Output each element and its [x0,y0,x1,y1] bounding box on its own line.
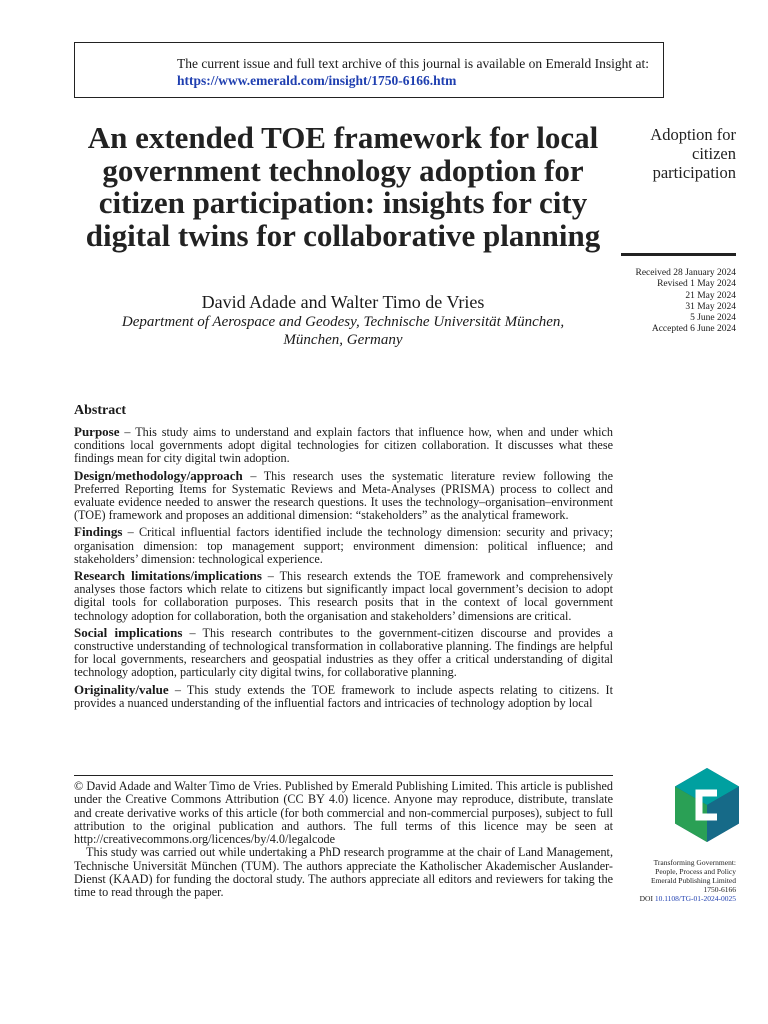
footnote-divider [74,775,613,776]
date-received: Received 28 January 2024 [635,268,736,278]
abstract-design: Design/methodology/approach – This research uses the systematic literature review following the Preferred Reporting Items for Systematic Reviews and Meta-Analyses (PRISMA) process to collect and evaluate evidence needed to answer the research questions. It uses the technology–organisation–environment (TOE) framework and proposes an additional dimension: “stakeholders” as the analytical framework. [74,467,614,523]
archive-notice-text: The current issue and full text archive of this journal is available on Emerald Insight at: [177,56,649,71]
doi-line [596,894,736,903]
abstract-section-text: This study extends the TOE framework to include aspects relating to citizens. It provides a nuanced understanding of the influential factors and intricacies of technology adoption by local [74,682,613,710]
acknowledgement-paragraph: This study was carried out while undertaking a PhD research programme at the chair of Land Management, Technische Universität München (TUM). The authors appreciate the Katholischer Akademischer Auslander-Dienst (KAAD) for funding the doctoral study. The authors appreciate all editors and reviewers for taking the time to read through the paper. [74,845,613,900]
journal-name-line-2: People, Process and Policy [655,867,736,876]
doi-label: DOI [639,894,653,903]
abstract-section-label: Research limitations/implications [74,568,262,584]
sidebar-divider [621,253,736,256]
abstract-findings: Findings – Critical influential factors identified include the technology dimension: security and privacy; organisation dimension: top management support; environment dimension: political influence; and stakeholders’ dimension: technological experience. [74,524,613,566]
abstract-limitations: Research limitations/implications – This research extends the TOE framework and comprehensively analyses those factors which relate to citizens but significantly impact local government’s decision to adopt digital tools for collaboration purposes. This research posits that in the context of local government technology adoption for collaboration, both the organisation and stakeholders’ dimensions are critical. [74,568,613,623]
date-revised: Revised 1 May 2024 [657,279,736,290]
journal-info [596,858,736,903]
affiliation-line-2: München, Germany [283,332,403,348]
archive-notice-box [74,42,664,98]
open-access-logo-icon [675,768,739,842]
abstract-section-text: This research contributes to the government-citizen discourse and provides a constructive understanding of technological transformation in collaborative planning. The findings are helpful for local governments, researchers and geospatial industries as they offer a critical understanding of digital technology adoption, particularly city digital twins, for collaborative planning. [74,625,614,680]
date-revised-2: 21 May 2024 [685,290,736,301]
archive-notice [177,55,649,89]
article-authors: David Adade and Walter Timo de Vries [201,292,485,312]
archive-link[interactable]: https://www.emerald.com/insight/1750-6166.htm [177,73,457,88]
abstract-section-text: This study aims to understand and explain factors that influence how, when and under which conditions local governments adopt digital technologies for citizen collaboration. It discusses what these findings mean for city digital twin adoption. [74,425,613,466]
article-title: An extended TOE framework for local government technology adoption for citizen participation: insights for city digital twins for collaborative planning [85,120,601,253]
abstract-section-label: Originality/value [74,681,169,697]
affiliation-line-1: Department of Aerospace and Geodesy, Technische Universität München, [121,314,565,330]
abstract-social: Social implications – This research contributes to the government-citizen discourse and provides a constructive understanding of technological transformation in collaborative planning. The findings are helpful for local governments, researchers and geospatial industries as they offer a critical understanding of digital technology adoption, particularly city digital twins, for collaborative planning. [74,624,614,680]
date-revised-3: 31 May 2024 [685,301,736,312]
running-head: Adoption for citizen participation [650,125,736,182]
abstract-section-label: Social implications [74,624,183,640]
abstract-purpose: Purpose – This study aims to understand and explain factors that influence how, when and under which conditions local governments adopt digital technologies for citizen collaboration. It discusses what these findings mean for city digital twin adoption. [74,424,613,466]
abstract-heading: Abstract [74,403,127,418]
journal-name-line-1: Transforming Government: [653,858,736,867]
date-revised-4: 5 June 2024 [690,313,736,324]
abstract-section-label: Findings [74,524,123,540]
publisher: Emerald Publishing Limited [651,876,736,885]
doi-link[interactable]: 10.1108/TG-01-2024-0025 [654,894,736,903]
abstract-section-text: This research extends the TOE framework and comprehensively analyses those factors which relate to citizens but significantly impact local government’s decision to adopt digital tools for collaboration purposes. This research posits that in the context of local government technology adoption for collaboration, both the organisation and stakeholders’ dimensions are critical. [74,569,613,623]
abstract-section-text: This research uses the systematic literature review following the Preferred Reporting Items for Systematic Reviews and Meta-Analyses (PRISMA) process to collect and evaluate evidence needed to answer the research questions. It uses the technology–organisation–environment (TOE) framework and proposes an additional dimension: “stakeholders” as the analytical framework. [74,468,614,523]
license-paragraph: © David Adade and Walter Timo de Vries. Published by Emerald Publishing Limited. This article is published under the Creative Commons Attribution (CC BY 4.0) licence. Anyone may reproduce, distribute, translate and create derivative works of this article (for both commercial and non-commercial purposes), subject to full attribution to the original publication and authors. The full terms of this licence may be seen at http://creativecommons.org/licences/by/4.0/legalcode [74,779,613,847]
date-accepted: Accepted 6 June 2024 [651,324,736,335]
abstract [74,403,613,713]
article-history [586,268,736,336]
abstract-originality: Originality/value – This study extends the TOE framework to include aspects relating to citizens. It provides a nuanced understanding of the influential factors and intricacies of technology adoption by local [74,681,613,710]
license-notice [74,780,613,900]
abstract-section-label: Purpose [74,424,120,439]
abstract-section-label: Design/methodology/approach [74,467,243,483]
author-affiliation [74,313,612,349]
abstract-section-text: Critical influential factors identified include the technology dimension: security and privacy; organisation dimension: top management support; environment dimension: political influence; and stakeholders’ dimension: technological experience. [74,525,613,566]
issn: 1750-6166 [703,885,736,894]
